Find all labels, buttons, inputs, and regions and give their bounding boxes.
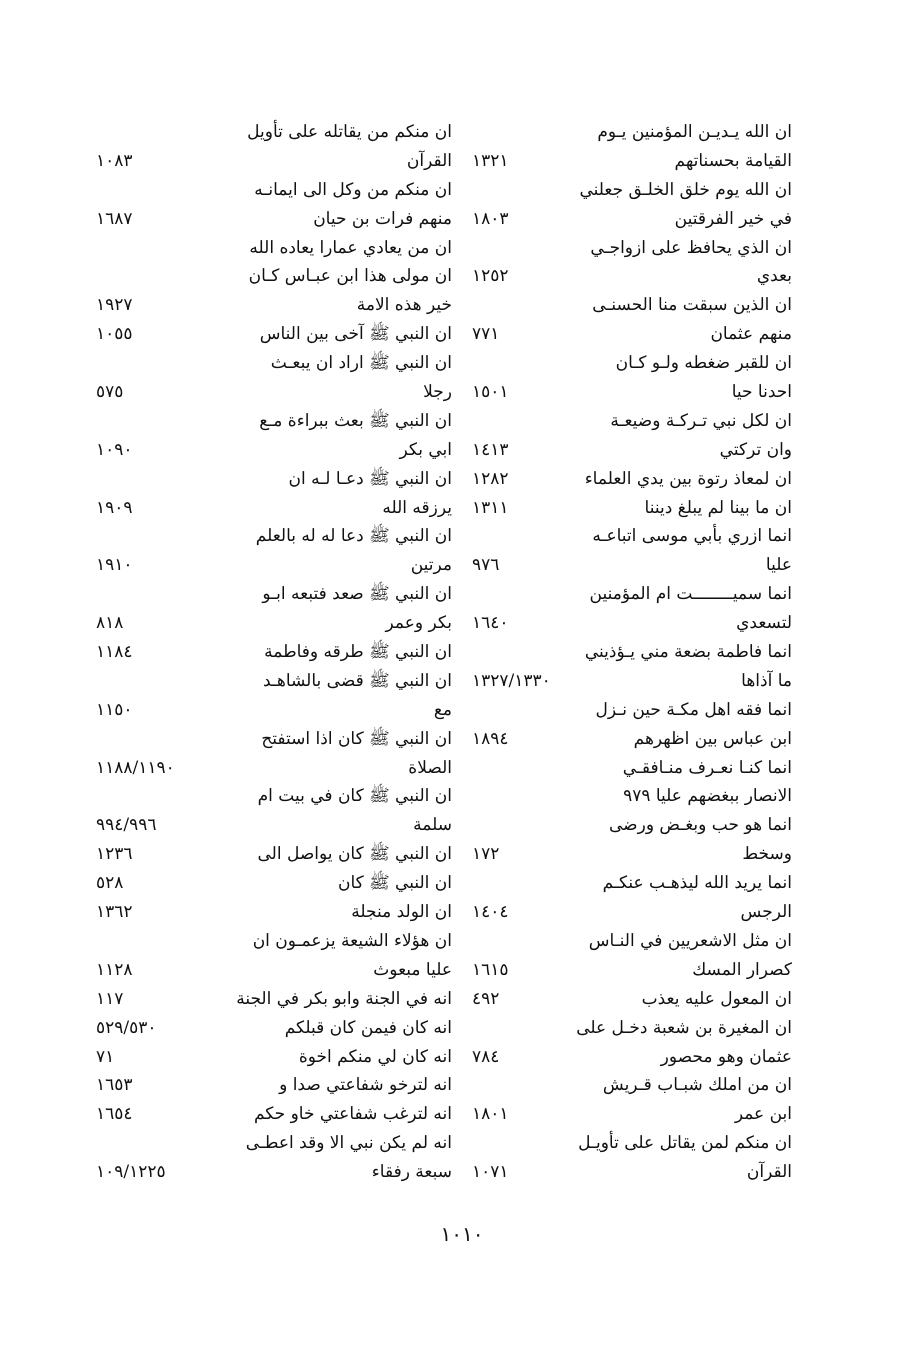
index-entry-line <box>472 696 792 725</box>
index-entry-line <box>472 985 792 1014</box>
entry-text: ان من يعادي عمارا يعاده الله <box>249 237 452 258</box>
entry-page-ref: ١٢٨٢ <box>472 468 509 489</box>
index-entry-line <box>132 349 452 378</box>
index-entry-line <box>472 782 792 811</box>
entry-text: ان النبي ﷺ صعد فتبعه ابـو <box>262 584 452 605</box>
entry-page-ref: ١١٢٨ <box>96 959 133 980</box>
entry-text: وسخط <box>742 844 792 865</box>
entry-text: ان منكم من يقاتله على تأويل <box>247 122 452 142</box>
entry-text: ان النبي ﷺ كان اذا استفتح <box>261 728 452 749</box>
entry-page-ref: ١٦٨٧ <box>96 208 133 229</box>
entry-page-ref: ٧٨٤ <box>472 1046 500 1067</box>
index-entry-line <box>472 869 792 898</box>
entry-page-ref: ١٠٧١ <box>472 1162 509 1183</box>
index-entry-line <box>96 147 452 176</box>
index-column-right <box>472 118 792 1187</box>
entry-text: ان لكل نبي تـركـة وضيعـة <box>610 410 792 431</box>
index-entry-line <box>472 407 792 436</box>
entry-text: ان الذي يحافظ على ازواجـي <box>590 237 792 258</box>
entry-page-ref: ١٢٣٦ <box>96 844 133 865</box>
index-entry-line <box>472 147 792 176</box>
entry-page-ref: ١٣٦٢ <box>96 902 133 923</box>
index-entry-line <box>96 205 452 234</box>
entry-page-ref: ١٦١٥ <box>472 959 509 980</box>
entry-text: الرجس <box>740 902 792 923</box>
index-entry-line <box>472 1158 792 1187</box>
entry-page-ref: ٥٧٥ <box>96 382 124 403</box>
entry-text: انه لم يكن نبي الا وقد اعطـى <box>245 1133 452 1154</box>
index-entry-line <box>96 840 452 869</box>
entry-page-ref: ١١٨٨/١١٩٠ <box>96 757 175 778</box>
entry-text: ان هؤلاء الشيعة يزعمـون ان <box>252 930 452 951</box>
entry-page-ref: ١٦٤٠ <box>472 613 509 634</box>
entry-page-ref: ١٦٥٣ <box>96 1075 133 1096</box>
index-entry-line <box>132 667 452 696</box>
entry-page-ref: ٨١٨ <box>96 613 124 634</box>
entry-text: ان لمعاذ رتوة بين يدي العلماء <box>584 468 792 489</box>
entry-page-ref: ١٣١١ <box>472 497 509 518</box>
index-entry-line <box>132 176 452 205</box>
entry-page-ref: ١١٥٠ <box>96 699 133 720</box>
entry-text: القيامة بحسناتهم <box>674 150 792 171</box>
index-entry-line <box>472 118 792 147</box>
index-entry-line <box>96 638 452 667</box>
entry-page-ref: ٩٧٦ <box>472 555 500 576</box>
index-entry-line <box>472 956 792 985</box>
entry-text: ان للقبر ضغطه ولـو كـان <box>615 353 792 374</box>
entry-text: انما فاطمة بضعة مني يـؤذيني <box>584 642 792 663</box>
index-entry-line <box>472 580 792 609</box>
entry-text: ان منكم لمن يقاتل على تأويـل <box>578 1133 792 1154</box>
entry-text: انما كنـا نعـرف منـافقـي <box>622 757 792 778</box>
entry-text: ان من املك شبـاب قـريش <box>602 1075 792 1096</box>
entry-text: انما هو حب وبغـض ورضى <box>609 815 792 836</box>
entry-text: احدنا حيا <box>731 382 792 403</box>
entry-page-ref: ١٩٠٩ <box>96 497 133 518</box>
entry-page-ref: ٩٩٤/٩٩٦ <box>96 815 157 836</box>
entry-text: ان مثل الاشعريين في النـاس <box>588 930 792 951</box>
index-entry-line <box>472 638 792 667</box>
index-entry-line <box>96 1043 452 1072</box>
entry-text: في خير الفرقتين <box>674 208 792 229</box>
entry-text: ابن عباس بين اظهرهم <box>633 728 792 749</box>
index-entry-line <box>132 234 452 263</box>
entry-text: انما يريد الله ليذهـب عنكـم <box>602 873 792 894</box>
index-entry-line <box>96 436 452 465</box>
entry-page-ref: ١٠٩/١٢٢٥ <box>96 1162 166 1183</box>
entry-page-ref: ١٤٠٤ <box>472 902 509 923</box>
index-entry-line <box>96 378 452 407</box>
entry-page-ref: ٧٧١ <box>472 324 500 345</box>
index-entry-line <box>472 754 792 783</box>
entry-text: ان الولد منجلة <box>351 902 452 923</box>
entry-text: ان النبي ﷺ كان <box>337 873 452 894</box>
entry-text: ان الذين سبقت منا الحسنـى <box>592 295 792 316</box>
index-entry-line <box>472 234 792 263</box>
entry-page-ref: ١٨٩٤ <box>472 728 509 749</box>
entry-text: ان النبي ﷺ دعـا لـه ان <box>288 468 452 489</box>
entry-page-ref: ٥٢٨ <box>96 873 124 894</box>
entry-text: بكر وعمر <box>385 613 452 634</box>
entry-text: خير هذه الامة <box>356 295 452 316</box>
entry-text: انما سميــــــــت ام المؤمنين <box>589 584 792 605</box>
entry-text: انما فقه اهل مكـة حين نـزل <box>595 699 792 720</box>
index-entry-line <box>132 262 452 291</box>
entry-text: ما آذاها <box>741 670 792 691</box>
entry-page-ref: ١٠٨٣ <box>96 150 133 171</box>
entry-text: ان المغيرة بن شعبة دخـل على <box>576 1017 792 1038</box>
index-entry-line <box>96 898 452 927</box>
entry-text: مرتين <box>410 555 452 576</box>
entry-page-ref: ١٧٢ <box>472 844 500 865</box>
entry-page-ref: ١٨٠١ <box>472 1104 509 1125</box>
index-entry-line <box>96 696 452 725</box>
page-number: ١٠١٠ <box>440 1222 484 1246</box>
index-entry-line <box>472 320 792 349</box>
index-entry-line <box>132 407 452 436</box>
index-entry-line <box>472 551 792 580</box>
entry-text: ان النبي ﷺ دعا له له بالعلم <box>255 526 452 547</box>
entry-page-ref: ٥٢٩/٥٣٠ <box>96 1017 157 1038</box>
index-entry-line <box>96 956 452 985</box>
index-entry-line <box>132 580 452 609</box>
entry-text: بعدي <box>756 266 792 287</box>
index-entry-line <box>472 725 792 754</box>
entry-text: كصرار المسك <box>692 959 792 980</box>
entry-text: ان مولى هذا ابن عبـاس كـان <box>248 266 452 287</box>
entry-page-ref: ١٩٢٧ <box>96 295 133 316</box>
entry-text: سلمة <box>413 815 452 836</box>
entry-text: منهم فرات بن حيان <box>313 208 452 229</box>
index-entry-line <box>96 1071 452 1100</box>
index-entry-line <box>472 1100 792 1129</box>
entry-text: ان النبي ﷺ كان يواصل الى <box>257 844 452 865</box>
index-entry-line <box>472 609 792 638</box>
index-entry-line <box>472 1129 792 1158</box>
entry-text: ان الله يوم خلق الخلـق جعلني <box>579 179 792 200</box>
entry-page-ref: ١٨٠٣ <box>472 208 509 229</box>
entry-text: مع <box>433 699 452 720</box>
index-entry-line <box>96 1158 452 1187</box>
index-entry-line <box>132 782 452 811</box>
entry-text: الصلاة <box>408 757 452 778</box>
entry-page-ref: ١٠٥٥ <box>96 324 133 345</box>
index-entry-line <box>472 522 792 551</box>
entry-text: ان الله يـديـن المؤمنين يـوم <box>597 122 792 142</box>
index-entry-line <box>472 840 792 869</box>
index-entry-line <box>96 551 452 580</box>
entry-text: لتسعدي <box>736 613 792 634</box>
entry-text: انه لترخو شفاعتي صدا و <box>279 1075 452 1096</box>
index-entry-line <box>132 927 452 956</box>
entry-page-ref: ١١٧ <box>96 988 124 1009</box>
index-entry-line <box>96 494 452 523</box>
index-entry-line <box>472 465 792 494</box>
index-entry-line <box>472 1071 792 1100</box>
index-entry-line <box>96 811 452 840</box>
index-entry-line <box>472 176 792 205</box>
index-column-left <box>96 118 452 1187</box>
entry-text: ان ما بينا لم يبلغ ديننا <box>644 497 792 518</box>
index-entry-line <box>132 522 452 551</box>
index-entry-line <box>96 1014 452 1043</box>
entry-text: عليا مبعوث <box>373 959 452 980</box>
index-entry-line <box>472 291 792 320</box>
index-entry-line <box>472 1014 792 1043</box>
entry-text: انه كان فيمن كان قبلكم <box>284 1017 452 1038</box>
entry-page-ref: ١٦٥٤ <box>96 1104 133 1125</box>
entry-text: ان النبي ﷺ طرقه وفاطمة <box>264 642 452 663</box>
index-entry-line <box>132 1129 452 1158</box>
index-entry-line <box>96 985 452 1014</box>
index-entry-line <box>472 927 792 956</box>
entry-text: القرآن <box>746 1162 792 1183</box>
index-entry-line <box>96 869 452 898</box>
entry-text: عليا <box>765 555 792 576</box>
entry-text: ان النبي ﷺ كان في بيت ام <box>257 786 452 807</box>
index-entry-line <box>472 1043 792 1072</box>
entry-page-ref: ١٢٥٢ <box>472 266 509 287</box>
entry-text: منهم عثمان <box>710 324 792 345</box>
index-entry-line <box>472 436 792 465</box>
entry-page-ref: ١٣٢٧/١٣٣٠ <box>472 670 551 691</box>
entry-text: ان منكم من وكل الى ايمانـه <box>254 179 452 200</box>
entry-page-ref: ١٩١٠ <box>96 555 133 576</box>
index-entry-line <box>472 667 792 696</box>
index-entry-line <box>96 320 452 349</box>
index-entry-line <box>472 898 792 927</box>
entry-text: وان تركتي <box>719 439 792 460</box>
entry-page-ref: ١٥٠١ <box>472 382 509 403</box>
entry-page-ref: ١٤١٣ <box>472 439 509 460</box>
entry-text: ان النبي ﷺ قضى بالشاهـد <box>262 670 452 691</box>
entry-text: ان النبي ﷺ اراد ان يبعـث <box>270 353 452 374</box>
index-entry-line <box>96 1100 452 1129</box>
entry-page-ref: ٤٩٢ <box>472 988 500 1009</box>
index-entry-line <box>472 262 792 291</box>
entry-text: انه لترغب شفاعتي خاو حكم <box>253 1104 452 1125</box>
index-entry-line <box>96 754 452 783</box>
entry-page-ref: ٧١ <box>96 1046 115 1067</box>
entry-text: انه في الجنة وابو بكر في الجنة <box>236 988 452 1009</box>
entry-text: ابي بكر <box>399 439 452 460</box>
entry-text: سبعة رفقاء <box>371 1162 452 1183</box>
entry-text: رجلا <box>423 382 452 403</box>
entry-text: انما ازري بأبي موسى اتباعـه <box>592 526 792 547</box>
index-entry-line <box>472 205 792 234</box>
entry-text: انه كان لي منكم اخوة <box>298 1046 452 1067</box>
index-entry-line <box>132 465 452 494</box>
entry-text: ان المعول عليه يعذب <box>641 988 792 1009</box>
index-entry-line <box>472 349 792 378</box>
index-entry-line <box>472 494 792 523</box>
entry-text: ان النبي ﷺ آخى بين الناس <box>259 324 452 345</box>
index-entry-line <box>132 725 452 754</box>
entry-page-ref: ١٠٩٠ <box>96 439 133 460</box>
index-entry-line <box>472 811 792 840</box>
index-entry-line <box>132 118 452 147</box>
entry-text: يرزقه الله <box>382 497 452 518</box>
entry-text: ان النبي ﷺ بعث ببراءة مـع <box>259 410 452 431</box>
index-entry-line <box>96 291 452 320</box>
entry-text: الانصار ببغضهم عليا ٩٧٩ <box>623 786 792 807</box>
entry-text: القرآن <box>406 150 452 171</box>
entry-text: عثمان وهو محصور <box>660 1046 792 1067</box>
entry-page-ref: ١٣٢١ <box>472 150 509 171</box>
index-entry-line <box>472 378 792 407</box>
entry-page-ref: ١١٨٤ <box>96 642 133 663</box>
index-entry-line <box>96 609 452 638</box>
entry-text: ابن عمر <box>734 1104 792 1125</box>
